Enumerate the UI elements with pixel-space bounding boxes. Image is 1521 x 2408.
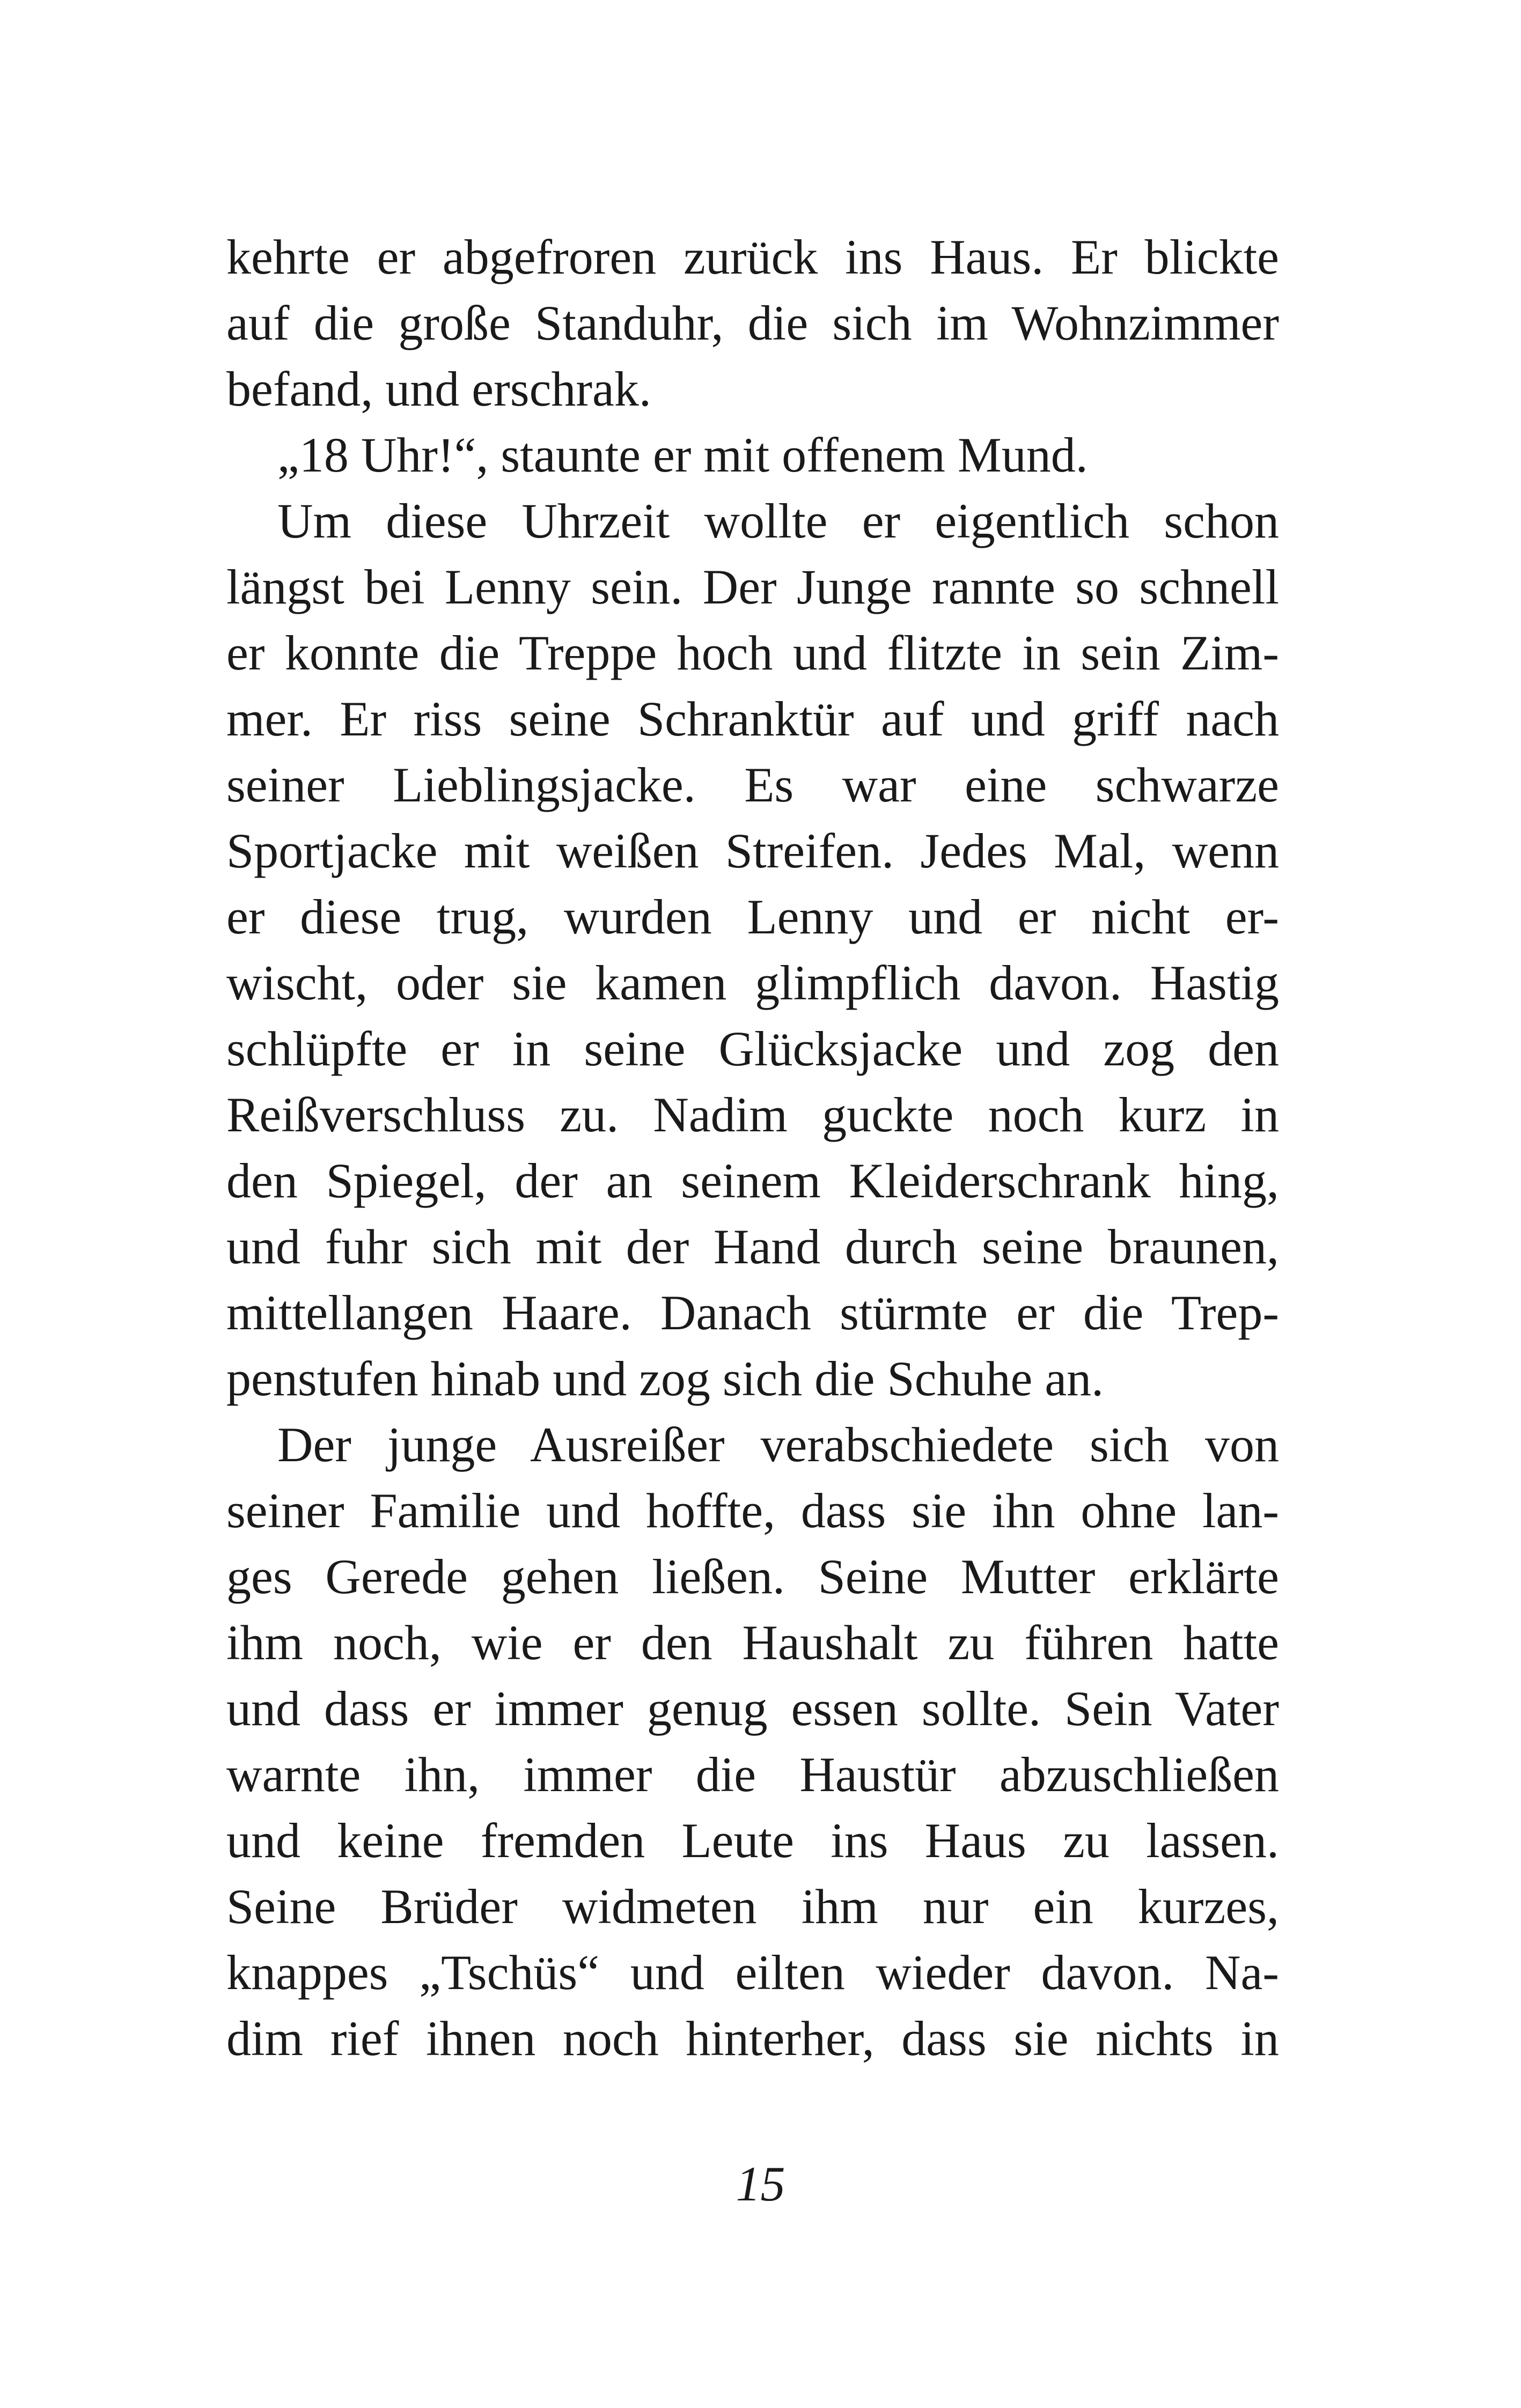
text-line: Um diese Uhrzeit wollte er eigentlich schon xyxy=(277,494,1279,548)
page-number: 15 xyxy=(736,2156,785,2211)
text-line: mer. Er riss seine Schranktür auf und griff nach xyxy=(226,691,1279,746)
text-line: befand, und erschrak. xyxy=(226,362,651,416)
text-line: ges Gerede gehen ließen. Seine Mutter erklärte xyxy=(226,1549,1279,1604)
text-line: Der junge Ausreißer verabschiedete sich von xyxy=(277,1417,1279,1472)
text-line: Seine Brüder widmeten ihm nur ein kurzes, xyxy=(226,1879,1279,1934)
body-text xyxy=(226,224,1279,2072)
text-line: Reißverschluss zu. Nadim guckte noch kurz in xyxy=(226,1087,1279,1142)
text-line: schlüpfte er in seine Glücksjacke und zog den xyxy=(226,1021,1279,1076)
text-line: wischt, oder sie kamen glimpflich davon. Hastig xyxy=(226,955,1279,1010)
text-line: penstufen hinab und zog sich die Schuhe an. xyxy=(226,1351,1104,1406)
text-line: „18 Uhr!“, staunte er mit offenem Mund. xyxy=(277,428,1088,482)
text-line: seiner Lieblingsjacke. Es war eine schwarze xyxy=(226,757,1279,812)
text-line: kehrte er abgefroren zurück ins Haus. Er blickte xyxy=(226,230,1279,284)
text-line: ihm noch, wie er den Haushalt zu führen hatte xyxy=(226,1615,1279,1670)
text-line: dim rief ihnen noch hinterher, dass sie nichts in xyxy=(226,2011,1279,2066)
text-line: seiner Familie und hoffte, dass sie ihn ohne lan- xyxy=(226,1483,1279,1538)
text-line: und fuhr sich mit der Hand durch seine braunen, xyxy=(226,1219,1279,1274)
text-line: knappes „Tschüs“ und eilten wieder davon. Na- xyxy=(226,1945,1279,2000)
text-line: er konnte die Treppe hoch und flitzte in sein Zim- xyxy=(226,625,1279,680)
text-line: und dass er immer genug essen sollte. Sein Vater xyxy=(226,1681,1279,1736)
text-line: auf die große Standuhr, die sich im Wohnzimmer xyxy=(226,296,1279,350)
text-line: mittellangen Haare. Danach stürmte er die Trep- xyxy=(226,1285,1279,1340)
text-line: Sportjacke mit weißen Streifen. Jedes Mal, wenn xyxy=(226,823,1279,878)
text-line: und keine fremden Leute ins Haus zu lassen. xyxy=(226,1813,1279,1868)
text-line: den Spiegel, der an seinem Kleiderschrank hing, xyxy=(226,1153,1279,1208)
text-line: er diese trug, wurden Lenny und er nicht er- xyxy=(226,889,1279,944)
text-line: warnte ihn, immer die Haustür abzuschließen xyxy=(226,1747,1279,1802)
text-line: längst bei Lenny sein. Der Junge rannte so schnell xyxy=(226,559,1279,614)
